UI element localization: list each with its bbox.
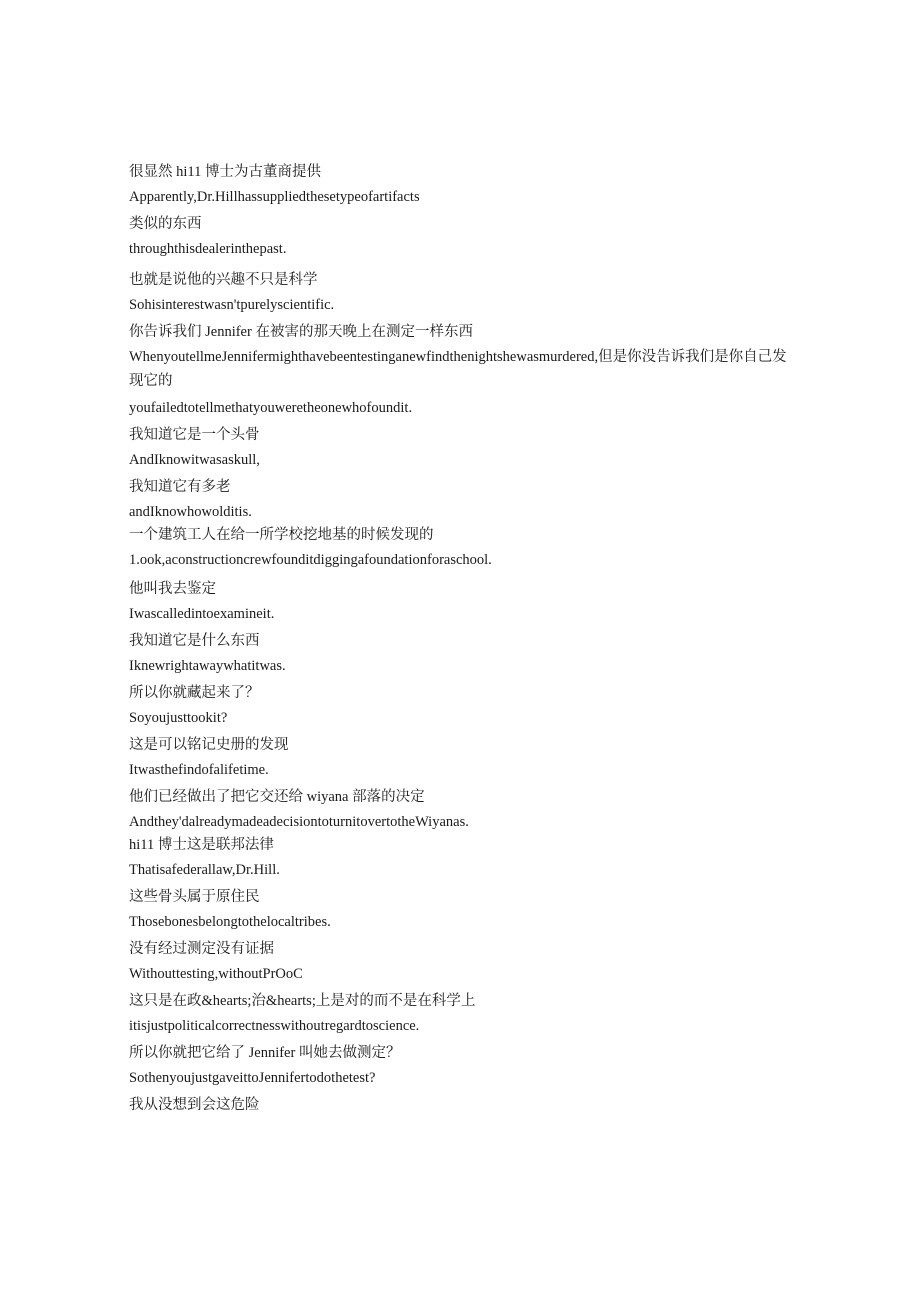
transcript-line-en: Andthey'dalreadymadeadecisiontoturnitovertotheWiyanas. [129,814,469,830]
transcript-line-en: AndIknowitwasaskull, [129,452,260,468]
transcript-line-zh: 所以你就藏起来了？ [129,685,260,701]
transcript-line-en: Withouttesting,withoutPrOoC [129,966,303,982]
transcript-line-en: itisjustpoliticalcorrectnesswithoutregardtoscience. [129,1018,420,1034]
transcript-line-en-wrapped: WhenyoutellmeJennifermighthavebeentestinganewfindthenightshewasmurdered,但是你没告诉我们是你自己发现它的 [129,349,787,389]
transcript-line-zh: 你告诉我们 Jennifer 在被害的那天晚上在测定一样东西 [129,324,473,340]
transcript-line-zh: 这些骨头属于原住民 [129,889,260,905]
transcript-line-en: Iknewrightawaywhatitwas. [129,658,286,674]
transcript-line-en: SothenyoujustgaveittoJennifertodothetest? [129,1070,376,1086]
transcript-line-en: Itwasthefindofalifetime. [129,762,269,778]
transcript-line-zh: 我知道它是一个头骨 [129,427,260,443]
transcript-line-zh: 他叫我去鉴定 [129,581,216,597]
transcript-line-en: Soyoujusttookit? [129,710,228,726]
transcript-line-en: andIknowhowolditis. [129,504,252,520]
transcript-line-zh: 这是可以铭记史册的发现 [129,737,289,753]
transcript-line-en: Thosebonesbelongtothelocaltribes. [129,914,331,930]
transcript-line-zh: 我知道它有多老 [129,479,231,495]
transcript-line-en: 1.ook,aconstructioncrewfounditdiggingafoundationforaschool. [129,552,492,568]
transcript-line-en: throughthisdealerinthepast. [129,241,287,257]
transcript-line-zh: 这只是在政&hearts;治&hearts;上是对的而不是在科学上 [129,993,476,1009]
transcript-body [129,160,789,1118]
transcript-line-zh: 一个建筑工人在给一所学校挖地基的时候发现的 [129,527,434,543]
transcript-line-en: youfailedtotellmethatyouweretheonewhofoundit. [129,400,413,416]
transcript-line-zh: 也就是说他的兴趣不只是科学 [129,272,318,288]
transcript-line-zh: hi11 博士这是联邦法律 [129,837,274,853]
transcript-line-zh: 他们已经做出了把它交还给 wiyana 部落的决定 [129,789,425,805]
transcript-line-zh: 类似的东西 [129,216,202,232]
transcript-line-zh: 很显然 hi11 博士为古董商提供 [129,164,321,180]
transcript-line-zh: 没有经过测定没有证据 [129,941,274,957]
transcript-line-en: Apparently,Dr.Hillhassuppliedthesetypeofartifacts [129,189,420,205]
transcript-line-en: Iwascalledintoexamineit. [129,606,275,622]
transcript-line-zh: 所以你就把它给了 Jennifer 叫她去做测定？ [129,1045,401,1061]
transcript-line-zh: 我从没想到会这危险 [129,1097,260,1113]
transcript-line-en: Sohisinterestwasn'tpurelyscientific. [129,297,335,313]
transcript-line-zh: 我知道它是什么东西 [129,633,260,649]
transcript-line-en: Thatisafederallaw,Dr.Hill. [129,862,280,878]
